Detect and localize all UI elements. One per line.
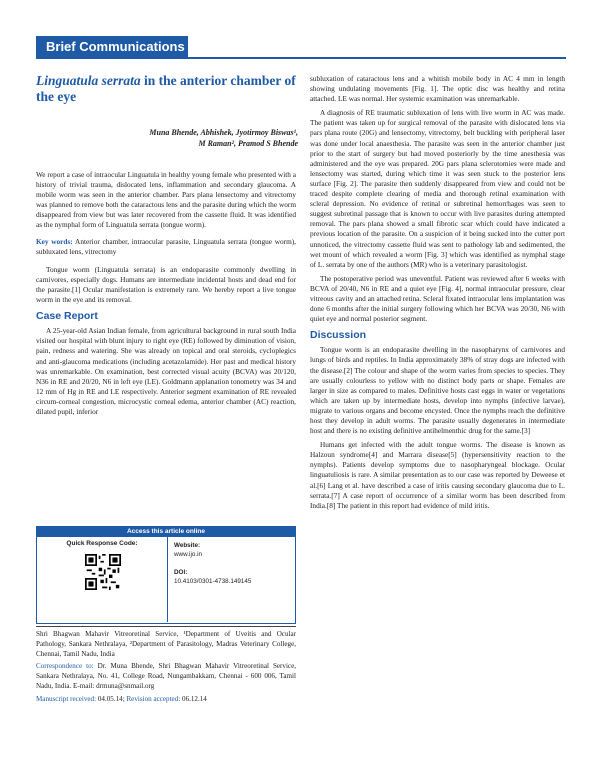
received-label: Manuscript received: — [36, 694, 97, 703]
authors-line-2: M Raman², Pramod S Bhende — [198, 138, 298, 148]
right-column — [310, 74, 565, 515]
access-details — [174, 541, 251, 586]
correspondence-label: Correspondence to: — [36, 662, 94, 671]
affiliation-text: Shri Bhagwan Mahavir Vitreoretinal Service, ¹Department of Uveitis and Ocular Pathology, Sankara Nethralaya, ²Department of Parasitology, Madras Veterinary College, Chennai, Tamil Nadu, India — [36, 630, 296, 658]
title-italic: Linguatula serrata — [36, 73, 141, 88]
authors — [36, 128, 298, 149]
case-report-heading: Case Report — [36, 310, 98, 323]
accepted-date: 06.12.14 — [182, 694, 207, 703]
case-report-p2: A diagnosis of RE traumatic subluxation of lens with live worm in AC was made. The patient was taken up for surgical removal of the parasite with dislocated lens via pars plana route (20G) and lensectomy, vitrectomy, belt buckling with peripheral laser was done under local anaesthesia. The parasite was seen in the anterior chamber just prior to the start of surgery but had moved posteriorly by the time anesthesia was administered and the eye was prepared. 20G pars plana sclerotomies were made and lensectomy was started, during which time it was seen stuck to the posterior lens surface [Fig. 2]. The parasite then suddenly disappeared from view and could not be traced despite complete clearing of media and thorough retinal examination with scleral depression. No evidence of retinal or subretinal hemorrhages was seen to suggest subretinal passage that is known to occur with live parasites during attempted removal. The pars plana showed a small fibrotic scar which could have indicated a previous location of the parasite. On a suspicion of it being sucked into the cutter port unnoticed, the vitrectomy cassette fluid was sent to pathology lab and sedimented, the wet mount of which revealed a worm [Fig. 3] which was identified as nymphal stage of L. serrata by one of the authors (MR) who is a veterinary parasitologist. — [310, 108, 565, 269]
case-report-cont: subluxation of cataractous lens and a whitish mobile body in AC 4 mm in length showing undulating movements [Fig. 1]. The optic disc was healthy and retina attached. LE was normal. Her systemic examination was unremarkable. — [310, 74, 565, 104]
title-rest: in the anterior chamber of the eye — [36, 73, 296, 104]
correspondence-text: Dr. Muna Bhende, Shri Bhagwan Mahavir Vitreoretinal Service, Sankara Nethralaya, No. 41, College Road, Nungambakkam, Chennai - 600 006, Tamil Nadu, India. E-mail: drmuna@snmail.org — [36, 662, 297, 690]
doi-link[interactable]: 10.4103/0301-4738.149145 — [174, 578, 252, 585]
qr-label: Quick Response Code: — [66, 540, 138, 547]
website-link[interactable]: www.ijo.in — [174, 551, 202, 558]
article-title — [36, 73, 298, 105]
access-box — [36, 526, 296, 624]
doi-label: DOI: — [174, 569, 188, 576]
access-heading: Access this article online — [37, 527, 295, 537]
qr-panel — [37, 537, 168, 622]
keywords-label: Key words: — [36, 236, 73, 246]
discussion-heading: Discussion — [310, 329, 367, 342]
case-report-text: A 25-year-old Asian Indian female, from agricultural background in rural south India visited our hospital with blunt injury to right eye (RE) followed by diminution of vision, pain, redness and watering. She was already on topical and oral steroids, cycloplegics and anti-glaucoma medications (including acetazolamide). Her past and medical history was unremarkable. On examination, best corrected visual acuity (BCVA) was 20/120, N36 in RE and 20/20, N6 in left eye (LE). Goldmann applanation tonometry was 34 and 12 mm of Hg in RE and LE respectively. Anterior segment examination of RE revealed circum-corneal congestion, microcystic corneal edema, anterior chamber (AC) reaction, dilated pupil, inferior — [36, 326, 296, 416]
case-report-p3: The postoperative period was uneventful. Patient was reviewed after 6 weeks with BCVA of 20/40, N6 in RE and a quiet eye [Fig. 4], normal intraocular pressure, clear vitreous cavity and an attached retina. Scleral fixated intraocular lens implantation was done 6 months after the initial surgery following which her BCVA was 20/30, N6 with quiet eye and normal posterior segment. — [310, 273, 565, 324]
correspondence — [36, 662, 296, 691]
website-label: Website: — [174, 542, 201, 549]
accepted-label: Revision accepted: — [126, 694, 181, 703]
qr-code-icon[interactable] — [85, 554, 121, 590]
header-rule — [36, 57, 566, 59]
affiliation-rule — [36, 626, 296, 627]
discussion-p1: Tongue worm is an endoparasite dwelling in the nasopharynx of carnivores and lungs of birds and reptiles. In India approximately 38% of stray dogs are infected with the disease.[2] The colour and shape of the worm varies from species to species. They are usually colourless to yellow with no distinct body parts or shape. Females are larger in size as compared to males. Definitive hosts cast eggs in water or vegetations which are taken up by intermediate hosts, develop into nymphs (infective larvae), migrate to various organs and become encysted. Once the nymphs reach the definitive host they develop in adult worms. The parasite usually degenerates in intermediate host and there is no existing definitive antihelmenthic drug for the same.[3] — [310, 345, 565, 436]
abstract: We report a case of intraocular Linguatula in healthy young female who presented with a history of trivial trauma, dislocated lens, inflammation and secondary glaucoma. A mobile worm was seen in the anterior chamber. Pars plana lensectomy and vitrectomy was planned to remove both the cataractous lens and the parasite during which the worm disappeared from view but was later recovered from the cassette fluid. It was identified as the nymphal form of Linguatula serrata (tongue worm). — [36, 170, 296, 230]
keywords-text: Anterior chamber, intraocular parasite, Linguatula serrata (tongue worm), subluxated lens, vitrectomy — [36, 236, 297, 256]
section-header: Brief Communications — [36, 36, 188, 58]
keywords — [36, 237, 296, 257]
received-date: 04.05.14; — [97, 694, 125, 703]
affiliation-block — [36, 630, 296, 705]
discussion-p2: Humans get infected with the adult tongue worms. The disease is known as Halzoun syndrome[4] and Marrara disease[5] (hypersensitivity reaction to the nymphs). Patients develop symptoms due to nasopharyngeal blockage. Ocular linguatuliosis is rare. A similar presentation as to our case was reported by Deweese et al.[6] Lang et al. have described a case of iritis causing secondary glaucoma due to L. serrata.[7] A case report of occurrence of a similar worm has been described from India.[8] The patient in this report had evidence of mild iritis. — [310, 440, 565, 510]
left-column — [36, 170, 296, 421]
authors-line-1: Muna Bhende, Abhishek, Jyotirmoy Biswas¹, — [149, 128, 298, 137]
manuscript-dates — [36, 695, 296, 705]
introduction: Tongue worm (Linguatula serrata) is an endoparasite commonly dwelling in carnivores, especially dogs. Humans are intermediate incidental hosts and dead end for the parasite.[1] Ocular manifestation is extremely rare. We hereby report a live tongue worm in the eye and its removal. — [36, 264, 296, 305]
